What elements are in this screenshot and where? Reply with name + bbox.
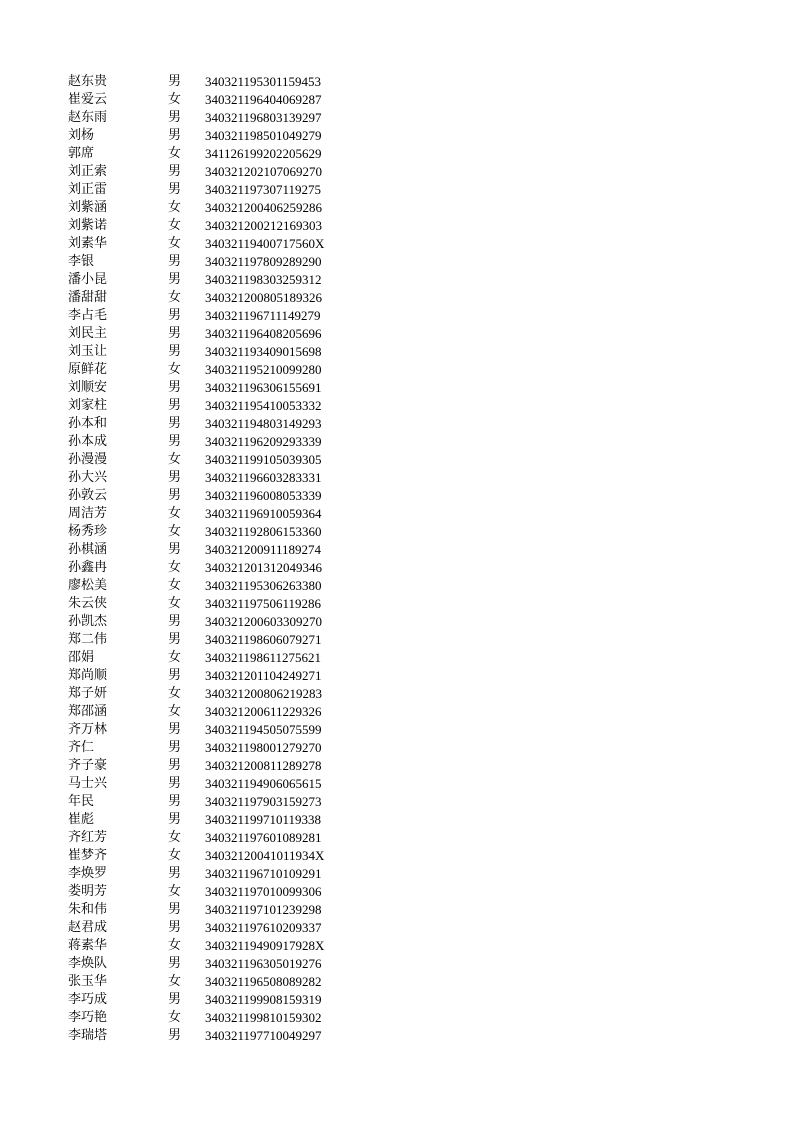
id-number: 340321194906065615	[205, 776, 322, 791]
person-gender: 男	[168, 398, 182, 413]
table-row	[68, 379, 368, 397]
person-gender: 女	[168, 848, 182, 863]
person-gender: 男	[168, 722, 182, 737]
id-number: 340321197010099306	[205, 884, 322, 899]
person-gender: 男	[168, 920, 182, 935]
id-number: 340321200911189274	[205, 542, 322, 557]
person-name: 刘紫诺	[68, 218, 108, 233]
person-name: 郑二伟	[68, 632, 108, 647]
table-row	[68, 667, 368, 685]
person-gender: 男	[168, 812, 182, 827]
table-row	[68, 487, 368, 505]
person-gender: 男	[168, 866, 182, 881]
person-gender: 女	[168, 650, 182, 665]
person-name: 刘玉让	[68, 344, 108, 359]
id-number: 340321198611275621	[205, 650, 322, 665]
table-row	[68, 757, 368, 775]
table-row	[68, 955, 368, 973]
person-gender: 男	[168, 488, 182, 503]
id-number: 340321199908159319	[205, 992, 322, 1007]
id-number: 340321201104249271	[205, 668, 322, 683]
person-gender: 女	[168, 938, 182, 953]
person-name: 刘杨	[68, 128, 95, 143]
table-row	[68, 721, 368, 739]
id-number: 340321195301159453	[205, 74, 322, 89]
person-name: 刘顺安	[68, 380, 108, 395]
person-name: 廖松美	[68, 578, 108, 593]
table-row	[68, 865, 368, 883]
table-row	[68, 181, 368, 199]
person-gender: 男	[168, 1028, 182, 1043]
person-name: 赵东贵	[68, 74, 108, 89]
id-number: 340321196710109291	[205, 866, 322, 881]
table-row	[68, 199, 368, 217]
table-row	[68, 613, 368, 631]
person-name: 娄明芳	[68, 884, 108, 899]
person-name: 孙敦云	[68, 488, 108, 503]
table-row	[68, 595, 368, 613]
person-name: 朱和伟	[68, 902, 108, 917]
table-row	[68, 235, 368, 253]
id-number: 340321199710119338	[205, 812, 322, 827]
id-number: 340321192806153360	[205, 524, 322, 539]
person-gender: 女	[168, 578, 182, 593]
table-row	[68, 937, 368, 955]
id-number: 341126199202205629	[205, 146, 322, 161]
table-row	[68, 127, 368, 145]
table-row	[68, 883, 368, 901]
id-number: 340321197307119275	[205, 182, 322, 197]
person-name: 刘正雷	[68, 182, 108, 197]
person-gender: 女	[168, 506, 182, 521]
table-row	[68, 343, 368, 361]
id-number: 340321196711149279	[205, 308, 321, 323]
person-gender: 女	[168, 830, 182, 845]
table-row	[68, 1009, 368, 1027]
id-number: 340321199810159302	[205, 1010, 322, 1025]
person-gender: 男	[168, 542, 182, 557]
person-gender: 男	[168, 668, 182, 683]
table-row	[68, 505, 368, 523]
id-number: 34032119490917928X	[205, 938, 325, 953]
person-gender: 男	[168, 434, 182, 449]
person-gender: 男	[168, 344, 182, 359]
table-row	[68, 307, 368, 325]
person-gender: 女	[168, 362, 182, 377]
person-name: 孙漫漫	[68, 452, 108, 467]
person-gender: 女	[168, 146, 182, 161]
person-name: 赵东雨	[68, 110, 108, 125]
id-number: 340321202107069270	[205, 164, 322, 179]
person-gender: 女	[168, 452, 182, 467]
id-number: 340321196209293339	[205, 434, 322, 449]
person-name: 郑子妍	[68, 686, 108, 701]
person-gender: 男	[168, 164, 182, 179]
table-row	[68, 325, 368, 343]
table-row	[68, 973, 368, 991]
person-gender: 女	[168, 560, 182, 575]
person-name: 郑邵涵	[68, 704, 108, 719]
table-row	[68, 919, 368, 937]
person-name: 李瑞塔	[68, 1028, 108, 1043]
person-gender: 男	[168, 308, 182, 323]
id-number: 340321200811289278	[205, 758, 322, 773]
id-number: 340321196603283331	[205, 470, 322, 485]
person-gender: 男	[168, 740, 182, 755]
person-gender: 男	[168, 632, 182, 647]
table-row	[68, 1027, 368, 1045]
person-name: 崔彪	[68, 812, 95, 827]
person-name: 郑尚顺	[68, 668, 108, 683]
table-row	[68, 217, 368, 235]
id-number: 340321197903159273	[205, 794, 322, 809]
person-name: 杨秀珍	[68, 524, 108, 539]
person-name: 年民	[68, 794, 95, 809]
table-row	[68, 685, 368, 703]
person-gender: 女	[168, 218, 182, 233]
table-row	[68, 991, 368, 1009]
table-row	[68, 559, 368, 577]
id-number: 340321197506119286	[205, 596, 322, 611]
person-name: 刘紫涵	[68, 200, 108, 215]
id-number: 340321200212169303	[205, 218, 322, 233]
person-gender: 男	[168, 758, 182, 773]
person-gender: 男	[168, 272, 182, 287]
person-name: 李银	[68, 254, 95, 269]
person-gender: 男	[168, 794, 182, 809]
person-name: 邵娟	[68, 650, 95, 665]
person-name: 齐仁	[68, 740, 95, 755]
person-name: 郭席	[68, 146, 95, 161]
table-row	[68, 649, 368, 667]
person-name: 李占毛	[68, 308, 108, 323]
person-gender: 男	[168, 992, 182, 1007]
person-name: 崔爱云	[68, 92, 108, 107]
id-number: 340321196404069287	[205, 92, 322, 107]
id-number: 340321197809289290	[205, 254, 322, 269]
id-number: 340321196508089282	[205, 974, 322, 989]
id-number: 340321195306263380	[205, 578, 322, 593]
person-name: 李巧成	[68, 992, 108, 1007]
table-row	[68, 847, 368, 865]
person-gender: 女	[168, 1010, 182, 1025]
person-name: 刘家柱	[68, 398, 108, 413]
person-name: 赵君成	[68, 920, 108, 935]
person-gender: 男	[168, 416, 182, 431]
person-gender: 女	[168, 200, 182, 215]
person-name: 孙本成	[68, 434, 108, 449]
person-name: 李焕罗	[68, 866, 108, 881]
person-name: 张玉华	[68, 974, 108, 989]
person-gender: 男	[168, 254, 182, 269]
table-row	[68, 829, 368, 847]
table-row	[68, 451, 368, 469]
person-name: 孙大兴	[68, 470, 108, 485]
table-row	[68, 73, 368, 91]
id-number: 340321201312049346	[205, 560, 322, 575]
id-number: 340321196008053339	[205, 488, 322, 503]
table-row	[68, 289, 368, 307]
person-gender: 男	[168, 956, 182, 971]
person-gender: 男	[168, 182, 182, 197]
table-row	[68, 163, 368, 181]
id-number: 340321196910059364	[205, 506, 322, 521]
id-number: 340321197101239298	[205, 902, 322, 917]
id-number: 340321198501049279	[205, 128, 322, 143]
person-gender: 女	[168, 686, 182, 701]
person-gender: 男	[168, 326, 182, 341]
person-gender: 男	[168, 110, 182, 125]
person-name: 刘正索	[68, 164, 108, 179]
table-row	[68, 793, 368, 811]
id-number: 340321196306155691	[205, 380, 322, 395]
person-name: 朱云侠	[68, 596, 108, 611]
person-gender: 男	[168, 902, 182, 917]
table-row	[68, 631, 368, 649]
person-gender: 女	[168, 884, 182, 899]
id-number: 340321199105039305	[205, 452, 322, 467]
id-number: 340321198606079271	[205, 632, 322, 647]
id-number: 340321198001279270	[205, 740, 322, 755]
person-name: 马士兴	[68, 776, 108, 791]
id-number: 340321193409015698	[205, 344, 322, 359]
table-row	[68, 541, 368, 559]
person-name: 孙凯杰	[68, 614, 108, 629]
person-name: 刘素华	[68, 236, 108, 251]
id-number: 34032120041011934X	[205, 848, 325, 863]
id-number: 340321195210099280	[205, 362, 322, 377]
person-gender: 女	[168, 92, 182, 107]
person-name: 李巧艳	[68, 1010, 108, 1025]
id-number: 340321200806219283	[205, 686, 322, 701]
id-number: 340321194505075599	[205, 722, 322, 737]
person-gender: 男	[168, 614, 182, 629]
person-name: 齐子豪	[68, 758, 108, 773]
person-name: 周洁芳	[68, 506, 108, 521]
table-row	[68, 415, 368, 433]
table-row	[68, 739, 368, 757]
person-name: 原鲜花	[68, 362, 108, 377]
person-name: 孙棋涵	[68, 542, 108, 557]
table-row	[68, 469, 368, 487]
table-row	[68, 577, 368, 595]
person-name: 潘小昆	[68, 272, 108, 287]
person-name: 孙本和	[68, 416, 108, 431]
id-number: 340321196803139297	[205, 110, 322, 125]
id-number: 340321200805189326	[205, 290, 322, 305]
table-row	[68, 397, 368, 415]
id-number: 340321195410053332	[205, 398, 322, 413]
id-number: 340321200406259286	[205, 200, 322, 215]
id-number: 340321197710049297	[205, 1028, 322, 1043]
person-name: 蒋素华	[68, 938, 108, 953]
id-number: 340321196408205696	[205, 326, 322, 341]
table-row	[68, 253, 368, 271]
person-name: 潘甜甜	[68, 290, 108, 305]
person-gender: 女	[168, 290, 182, 305]
id-number: 340321200603309270	[205, 614, 322, 629]
person-gender: 男	[168, 74, 182, 89]
person-gender: 女	[168, 236, 182, 251]
person-name: 孙鑫冉	[68, 560, 108, 575]
table-row	[68, 91, 368, 109]
person-gender: 女	[168, 596, 182, 611]
id-number: 340321197610209337	[205, 920, 322, 935]
person-gender: 男	[168, 776, 182, 791]
person-name: 齐万林	[68, 722, 108, 737]
person-name: 齐红芳	[68, 830, 108, 845]
person-name: 刘民主	[68, 326, 108, 341]
person-gender: 男	[168, 128, 182, 143]
table-row	[68, 433, 368, 451]
person-gender: 女	[168, 524, 182, 539]
table-row	[68, 361, 368, 379]
table-row	[68, 271, 368, 289]
table-row	[68, 703, 368, 721]
person-name: 李焕队	[68, 956, 108, 971]
table-row	[68, 901, 368, 919]
id-number: 340321197601089281	[205, 830, 322, 845]
record-list	[68, 73, 368, 1045]
table-row	[68, 145, 368, 163]
id-number: 340321200611229326	[205, 704, 322, 719]
table-row	[68, 523, 368, 541]
id-number: 340321194803149293	[205, 416, 322, 431]
table-row	[68, 775, 368, 793]
person-gender: 女	[168, 704, 182, 719]
table-row	[68, 811, 368, 829]
table-row	[68, 109, 368, 127]
person-gender: 女	[168, 974, 182, 989]
id-number: 340321198303259312	[205, 272, 322, 287]
person-name: 崔梦齐	[68, 848, 108, 863]
id-number: 340321196305019276	[205, 956, 322, 971]
id-number: 34032119400717560X	[205, 236, 325, 251]
person-gender: 男	[168, 380, 182, 395]
person-gender: 男	[168, 470, 182, 485]
